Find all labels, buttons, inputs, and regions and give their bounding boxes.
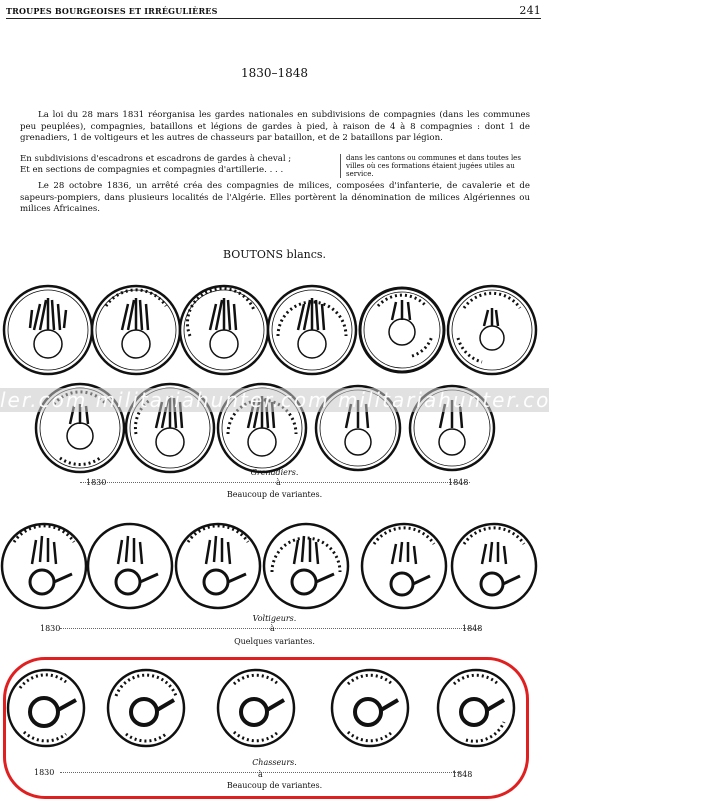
button-grenade-5 bbox=[360, 288, 444, 372]
dotted-rule bbox=[80, 482, 470, 483]
button-horn-6 bbox=[452, 524, 536, 608]
button-grenade-4 bbox=[268, 286, 356, 374]
button-grenade-2 bbox=[92, 286, 180, 374]
year-start: 1830 bbox=[34, 768, 55, 777]
year-separator: à bbox=[258, 770, 263, 779]
button-horn-5 bbox=[362, 524, 446, 608]
button-horn-4 bbox=[264, 524, 348, 608]
voltigeur-buttons-row bbox=[0, 520, 549, 614]
variants-note: Beaucoup de variantes. bbox=[226, 781, 323, 790]
button-grenade-6 bbox=[448, 286, 536, 374]
button-grenade-1 bbox=[4, 286, 92, 374]
year-separator: à bbox=[270, 624, 275, 633]
caption-chasseurs: Chasseurs. bbox=[252, 758, 297, 767]
button-horn-3 bbox=[176, 524, 260, 608]
variants-note: Beaucoup de variantes. bbox=[226, 490, 323, 499]
year-end: 1848 bbox=[448, 478, 469, 487]
button-horn-1 bbox=[2, 524, 86, 608]
year-start: 1830 bbox=[40, 624, 61, 633]
year-end: 1848 bbox=[462, 624, 483, 633]
button-grenade-3 bbox=[180, 286, 268, 374]
running-title: TROUPES BOURGEOISES ET IRRÉGULIÈRES bbox=[6, 6, 218, 16]
bracket-line-2: Et en sections de compagnies et compagnies d'artillerie. . . . bbox=[20, 164, 284, 175]
watermark-banner: ler.com militariahunter.com militariahunter.com militariahu bbox=[0, 388, 710, 412]
year-end: 1848 bbox=[452, 770, 473, 779]
page-number: 241 bbox=[519, 4, 541, 17]
intro-paragraph: La loi du 28 mars 1831 réorganisa les gardes nationales en subdivisions de compagnies (dans les communes peu peuplées), compagnies, bataillons et légions de gardes à pied, à raison de 4 à 8 compagnies : dont 1 de grenadiers, 1 de voltigeurs et les autres de chasseurs par bataillon, et de 2 bataillons par légion. bbox=[20, 110, 530, 144]
section-title: BOUTONS blancs. bbox=[222, 248, 327, 261]
variants-note: Quelques variantes. bbox=[234, 637, 315, 646]
second-paragraph: Le 28 octobre 1836, un arrêté créa des compagnies de milices, composées d'infanterie, de cavalerie et de sapeurs-pompiers, dans plusieurs localités de l'Algérie. Elles portèrent la dénomination de milices Algériennes ou milices Africaines. bbox=[20, 181, 530, 215]
caption-voltigeurs: Voltigeurs. bbox=[252, 614, 297, 623]
bracket-right: dans les cantons ou communes et dans toutes les villes où ces formations étaient jugées utiles au service. bbox=[340, 154, 536, 178]
running-header bbox=[6, 4, 541, 19]
bracket-line-1: En subdivisions d'escadrons et escadrons de gardes à cheval ; bbox=[20, 154, 292, 164]
caption-grenadiers: Grenadiers. bbox=[250, 468, 299, 477]
period-heading: 1830–1848 bbox=[240, 66, 309, 80]
button-horn-2 bbox=[88, 524, 172, 608]
grenadier-button-row1 bbox=[0, 280, 549, 380]
red-highlight-annotation bbox=[3, 657, 529, 799]
year-start: 1830 bbox=[86, 478, 107, 487]
bracket-left bbox=[20, 154, 330, 175]
year-separator: à bbox=[276, 478, 281, 487]
